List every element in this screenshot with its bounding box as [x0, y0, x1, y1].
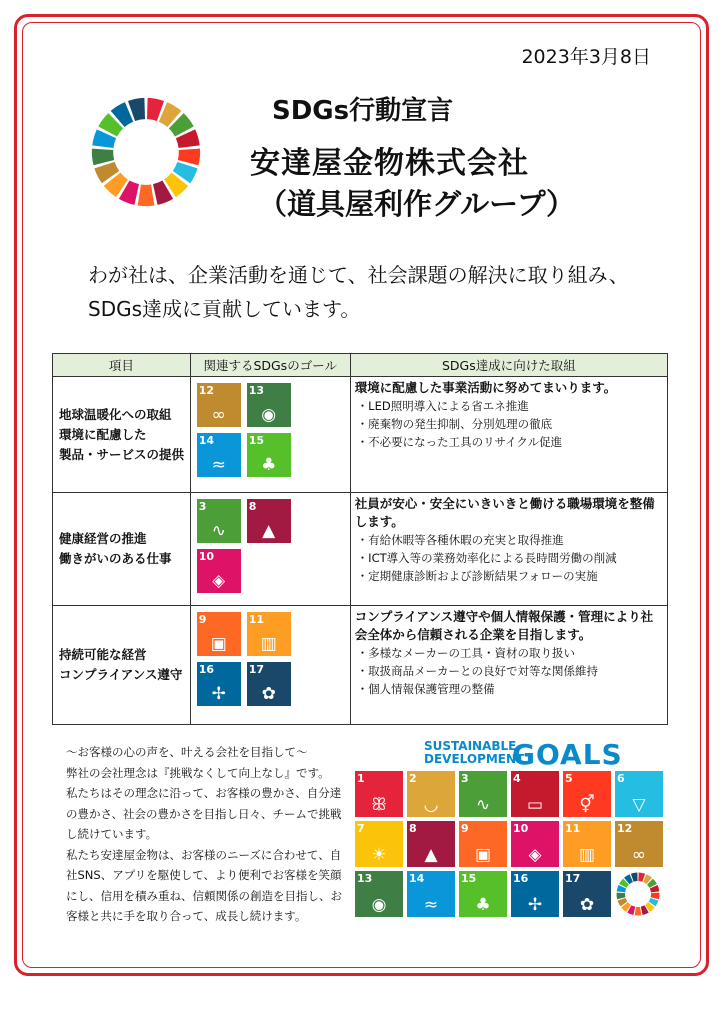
philosophy-line: 社SNS、アプリを駆使して、より便利でお客様を笑顔 — [66, 868, 342, 882]
sdg-goal-12-icon — [615, 821, 663, 867]
philosophy-line: 私たち安達屋金物は、お客様のニーズに合わせて、自 — [66, 847, 342, 862]
sdg-goal-glyph: ▣ — [210, 634, 227, 654]
philosophy-line: にし、信用を積み重ね、信頼関係の創造を目指し、お — [66, 888, 342, 903]
header-item: 項目 — [53, 354, 191, 377]
sdg-goal-glyph: ≈ — [423, 895, 439, 915]
sdg-goal-glyph: ◉ — [371, 895, 387, 915]
sdg-goal-number: 11 — [248, 613, 265, 626]
sdg-goal-13-icon — [247, 383, 291, 427]
intro-line-1: わが社は、企業活動を通じて、社会課題の解決に取り組み、 — [88, 263, 629, 287]
sdg-goal-glyph: ∿ — [211, 521, 226, 541]
sdg-goal-glyph: ◡ — [423, 795, 439, 815]
sdg-goal-number: 2 — [409, 772, 417, 785]
wheel-segment — [138, 184, 155, 206]
intro-text — [88, 258, 629, 326]
sdg-goal-13-icon — [355, 871, 403, 917]
row-item-line: 働きがいのある仕事 — [59, 551, 172, 566]
sdg-goal-11-icon — [247, 612, 291, 656]
action-bullet: ・不必要になった工具のリサイクル促進 — [356, 435, 563, 449]
sdg-goal-glyph: ▥ — [260, 634, 277, 654]
table-row — [53, 377, 668, 493]
wheel-segment — [92, 149, 114, 166]
action-bullet: ・定期健康診断および診断結果フォローの実施 — [356, 569, 598, 583]
table-header-row — [53, 354, 668, 377]
philosophy-line: し続けています。 — [66, 827, 158, 841]
sdg-goal-glyph: ✢ — [211, 684, 226, 704]
intro-line-2: SDGs達成に貢献しています。 — [88, 297, 361, 321]
row-item-line: 持続可能な経営 — [59, 647, 147, 662]
row-item-line: コンプライアンス遵守 — [59, 667, 183, 682]
action-heading: 環境に配慮した事業活動に努めてまいります。 — [354, 380, 617, 395]
row-goals — [190, 377, 350, 493]
sdg-goal-number: 9 — [461, 822, 469, 835]
sdg-goal-glyph: ♣ — [261, 455, 277, 475]
sdg-goal-number: 8 — [248, 500, 257, 513]
sdg-goal-5-icon — [563, 771, 611, 817]
action-bullet: ・多様なメーカーの工具・資材の取り扱い — [356, 646, 575, 660]
sdg-goal-15-icon — [247, 433, 291, 477]
action-bullet: ・廃棄物の発生抑制、分別処理の徹底 — [356, 417, 553, 431]
sdg-goal-number: 16 — [513, 872, 529, 885]
sdg-goal-number: 5 — [565, 772, 573, 785]
sdg-goal-8-icon — [247, 499, 291, 543]
company-name: 安達屋金物株式会社 — [250, 146, 529, 181]
sdg-goal-12-icon — [197, 383, 241, 427]
sdg-goal-number: 16 — [198, 663, 215, 676]
philosophy-line: 私たちはその理念に沿って、お客様の豊かさ、自分達 — [66, 786, 342, 800]
philosophy-line: 客様と共に手を取り合って、成長し続けます。 — [66, 909, 307, 923]
sdg-goal-number: 6 — [617, 772, 625, 785]
sdg-goal-7-icon — [355, 821, 403, 867]
sdg-goal-6-icon — [615, 771, 663, 817]
sdg-goal-2-icon — [407, 771, 455, 817]
row-actions — [350, 377, 667, 493]
sdg-goal-glyph: ◈ — [528, 845, 542, 865]
date: 2023年3月8日 — [521, 46, 651, 68]
sdg-goal-number: 12 — [617, 822, 633, 835]
sdg-goal-number: 14 — [198, 434, 215, 447]
row-goals — [190, 606, 350, 725]
sdg-goal-number: 13 — [357, 872, 373, 885]
sdg-goal-glyph: ▥ — [578, 845, 596, 865]
sdg-goal-glyph: ≈ — [211, 455, 226, 475]
row-item-line: 健康経営の推進 — [59, 531, 147, 546]
philosophy-line: ～お客様の心の声を、叶える会社を目指して～ — [66, 745, 308, 759]
sdg-goal-1-icon — [355, 771, 403, 817]
action-bullet: ・取扱商品メーカーとの良好で対等な関係維持 — [356, 664, 598, 678]
sdg-goal-glyph: ◈ — [212, 571, 226, 591]
sdg-goal-glyph: ∿ — [475, 795, 491, 815]
sdg-goal-number: 11 — [565, 822, 581, 835]
sdgs-wheel-tile-icon — [615, 871, 663, 917]
sdg-goal-number: 3 — [198, 500, 207, 513]
sdg-goal-glyph: ▲ — [424, 845, 438, 865]
sdg-goal-glyph: ✢ — [527, 895, 543, 915]
action-bullet: ・LED照明導入による省エネ推進 — [356, 399, 529, 413]
sdg-goal-number: 10 — [513, 822, 529, 835]
philosophy-line: の豊かさ、社会の豊かさを目指し日々、チームで挑戦 — [66, 806, 342, 821]
sdgs-goals-logo — [424, 738, 664, 771]
sdgs-action-table — [52, 353, 668, 725]
sdg-goal-10-icon — [511, 821, 559, 867]
sdg-goal-glyph: ◉ — [261, 405, 277, 425]
wheel-segment — [635, 907, 642, 916]
sdg-goal-number: 13 — [248, 384, 265, 397]
sdg-goal-9-icon — [459, 821, 507, 867]
row-item-line: 地球温暖化への取組 — [59, 406, 172, 422]
sdgs-wheel-logo — [88, 94, 204, 210]
sdg-goal-15-icon — [459, 871, 507, 917]
row-item — [53, 606, 191, 725]
action-bullet: ・有給休暇等各種休暇の充実と取得推進 — [356, 533, 564, 547]
header-actions: SDGs達成に向けた取組 — [350, 354, 667, 377]
table-row — [53, 493, 668, 606]
sdg-goal-number: 9 — [198, 613, 207, 626]
action-bullet: ・個人情報保護管理の整備 — [356, 682, 495, 696]
sdg-goal-11-icon — [563, 821, 611, 867]
sdg-goal-9-icon — [197, 612, 241, 656]
sdg-goal-glyph: ꕥ — [371, 795, 387, 815]
sdg-goal-17-icon — [247, 662, 291, 706]
logo-development: DEVELOPMENT — [424, 752, 525, 766]
sdg-goal-14-icon — [197, 433, 241, 477]
sdg-goal-glyph: ✿ — [261, 684, 276, 704]
wheel-segment — [651, 893, 660, 900]
row-goals — [190, 493, 350, 606]
sdg-goal-number: 8 — [409, 822, 417, 835]
philosophy-line: 弊社の会社理念は『挑戦なくして向上なし』です。 — [66, 765, 330, 780]
table-row — [53, 606, 668, 725]
logo-sustainable: SUSTAINABLE — [424, 739, 517, 753]
wheel-segment — [178, 149, 200, 166]
sdg-goal-3-icon — [197, 499, 241, 543]
sdg-goal-8-icon — [407, 821, 455, 867]
sdg-goal-number: 17 — [565, 872, 581, 885]
sdg-goal-10-icon — [197, 549, 241, 593]
sdg-goal-number: 15 — [461, 872, 477, 885]
sdg-goal-number: 12 — [198, 384, 215, 397]
action-bullet: ・ICT導入等の業務効率化による長時間労働の削減 — [356, 551, 617, 565]
sdg-goal-14-icon — [407, 871, 455, 917]
sdg-goal-number: 4 — [513, 772, 521, 785]
mini-wheel-icon — [615, 871, 661, 917]
logo-goals: GOALS — [512, 738, 623, 771]
sdg-goal-number: 14 — [409, 872, 425, 885]
sdg-goal-number: 7 — [357, 822, 365, 835]
sdg-goal-number: 15 — [248, 434, 265, 447]
declaration-title: SDGs行動宣言 — [272, 96, 454, 126]
sdg-goal-number: 3 — [461, 772, 469, 785]
row-actions — [350, 493, 667, 606]
row-item-line: 環境に配慮した — [59, 426, 147, 442]
sdg-goal-glyph: ▽ — [632, 795, 646, 815]
wheel-segment — [617, 893, 626, 900]
sdg-goal-glyph: ☀ — [371, 845, 387, 865]
sdgs-goals-grid — [355, 771, 661, 917]
sdg-goal-16-icon — [511, 871, 559, 917]
sdg-goal-number: 10 — [198, 550, 215, 563]
row-item — [53, 377, 191, 493]
row-item-line: 製品・サービスの提供 — [59, 446, 185, 462]
row-item — [53, 493, 191, 606]
sdg-goal-glyph: ▣ — [474, 845, 492, 865]
sdg-goal-4-icon — [511, 771, 559, 817]
sdg-goal-glyph: ▲ — [262, 521, 276, 541]
sdg-goal-number: 17 — [248, 663, 265, 676]
row-actions — [350, 606, 667, 725]
header-goals: 関連するSDGsのゴール — [190, 354, 350, 377]
sdg-goal-16-icon — [197, 662, 241, 706]
sdg-goal-glyph: ⚥ — [579, 795, 595, 815]
sdg-goal-17-icon — [563, 871, 611, 917]
sdg-goal-glyph: ∞ — [211, 405, 226, 425]
action-heading: コンプライアンス遵守や個人情報保護・管理により社会全体から信頼される企業を目指します。 — [354, 609, 654, 642]
sdg-goal-glyph: ✿ — [579, 895, 595, 915]
sdg-goal-3-icon — [459, 771, 507, 817]
company-philosophy — [66, 742, 346, 927]
sdg-goal-glyph: ∞ — [631, 845, 647, 865]
sdg-goal-number: 1 — [357, 772, 365, 785]
action-heading: 社員が安心・安全にいきいきと働ける職場環境を整備します。 — [354, 496, 655, 529]
sdg-goal-glyph: ♣ — [475, 895, 491, 915]
sdg-goal-glyph: ▭ — [526, 795, 544, 815]
group-name: （道具屋利作グループ） — [258, 187, 575, 221]
